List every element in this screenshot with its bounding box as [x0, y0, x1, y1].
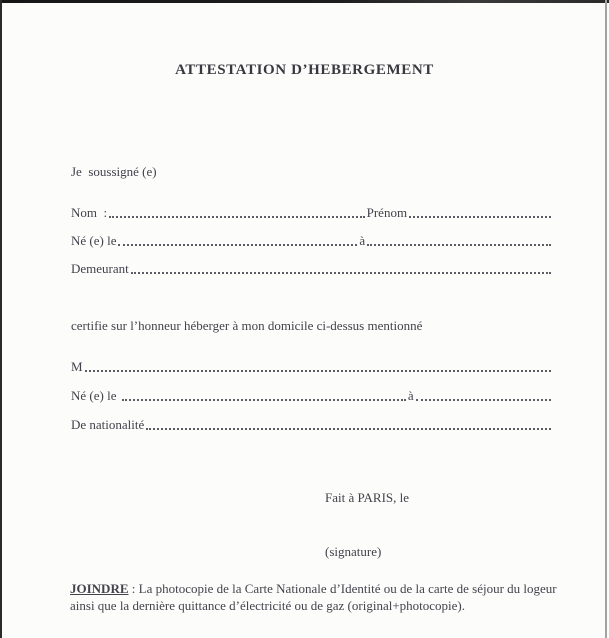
certify-statement: certifie sur l’honneur héberger à mon domicile ci-dessus mentionné [71, 318, 423, 333]
joindre-label: JOINDRE [70, 581, 129, 596]
place-date-line: Fait à PARIS, le [325, 490, 410, 505]
guest-name-label: M [71, 359, 83, 374]
document-title: ATTESTATION D’HEBERGEMENT [175, 62, 434, 78]
field-row-guest-name [71, 358, 553, 375]
field-row-guest-birth [71, 387, 553, 404]
prenom-dotted-fill-line [409, 216, 551, 218]
host-birthplace-dotted-fill-line [367, 244, 551, 246]
attachments-note [70, 580, 562, 614]
address-dotted-fill-line [131, 272, 551, 274]
attachments-note-line1 [70, 580, 562, 597]
nationality-dotted-fill-line [146, 428, 551, 430]
page-border-left [0, 0, 2, 638]
nom-dotted-fill-line [109, 216, 364, 218]
prenom-label: Prénom [366, 205, 408, 220]
intro-line: Je soussigné (e) [71, 164, 157, 179]
address-label: Demeurant [71, 261, 129, 276]
guest-birthplace-dotted-fill-line [416, 399, 551, 401]
guest-birthdate-label: Né (e) le [71, 388, 120, 403]
nationality-label: De nationalité [71, 417, 145, 432]
nom-label: Nom : [71, 205, 108, 220]
host-birthplace-label: à [359, 233, 366, 248]
guest-birthdate-dotted-fill-line [122, 399, 406, 401]
host-birthdate-label: Né (e) le [71, 233, 117, 248]
field-row-host-birth [71, 232, 553, 249]
page-border-top [0, 0, 609, 3]
field-row-nationality [71, 416, 553, 433]
signature-line: (signature) [325, 544, 382, 559]
guest-birthplace-label: à [407, 388, 414, 403]
field-row-nom-prenom [71, 204, 553, 221]
attachments-note-line2: ainsi que la dernière quittance d’électricité ou de gaz (original+photocopie). [70, 598, 465, 613]
host-birthdate-dotted-fill-line [118, 244, 357, 246]
guest-name-dotted-fill-line [85, 370, 551, 372]
attachments-note-line1-text: : La photocopie de la Carte Nationale d’Identité ou de la carte de séjour du logeur [128, 581, 557, 596]
field-row-address [71, 260, 553, 277]
page-border-right [605, 0, 607, 638]
signature-block [325, 453, 409, 597]
